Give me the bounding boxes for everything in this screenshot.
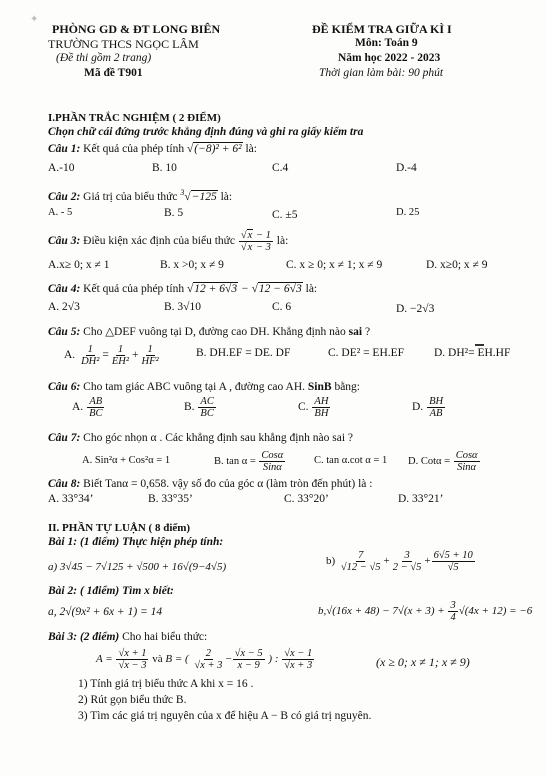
q3-label: Câu 3:	[48, 235, 81, 248]
q5-option-a-prefix: A.	[64, 349, 76, 362]
q2-option-b: B. 5	[164, 207, 184, 219]
q6-option-c: C. $\frac{AH}{BH}$	[298, 396, 329, 419]
b3-item-3: 3) Tìm các giá trị nguyên của x để hiệu A − B có giá trị nguyên.	[78, 710, 372, 722]
q4-option-b: B. 3√10	[164, 301, 201, 313]
q1-option-b: B. 10	[152, 162, 177, 174]
q2-expression: $^3$√−125	[180, 188, 217, 203]
q5-stem	[48, 324, 370, 338]
q4-stem	[48, 283, 317, 295]
q2-option-d: D. 25	[396, 207, 420, 218]
q7-option-b: B. tan α = $\frac{\text{Cosα}}{\text{Sinα}}$	[214, 450, 284, 473]
q3-option-b: B. x >0; x ≠ 9	[160, 259, 224, 271]
q7-text: Cho góc nhọn α . Các khẳng định sau khẳng định nào sai ?	[80, 432, 353, 444]
b2-part-a: a, 2√(9x² + 6x + 1) = 14	[48, 606, 163, 618]
q8-option-a: A. 33°34’	[48, 493, 94, 505]
q8-option-d: D. 33°21’	[398, 493, 444, 505]
q6-option-b: B. $\frac{AC}{BC}$	[184, 396, 214, 419]
q6-tail: bằng:	[331, 381, 360, 393]
q2-text: Giá trị của biểu thức	[80, 190, 178, 203]
q1-stem	[48, 143, 257, 155]
b1-label: Bài 1: (1 điểm) Thực hiện phép tính:	[48, 536, 224, 548]
q3-option-d: D. x≥0; x ≠ 9	[426, 259, 488, 271]
school-year: Năm học 2022 - 2023	[338, 52, 441, 64]
q8-option-c: C. 33°20’	[284, 493, 329, 505]
q6-option-d: D. $\frac{BH}{AB}$	[412, 396, 444, 419]
q7-stem	[48, 432, 353, 444]
q7-label: Câu 7:	[48, 432, 81, 444]
exam-title: ĐỀ KIỂM TRA GIỮA KÌ I	[312, 22, 452, 36]
b2-part-b-text: b,√(16x + 48) − 7√(x + 3) +	[318, 605, 445, 618]
q4-expression: √12 + 6√3 − √12 − 6√3	[186, 283, 302, 295]
q3-option-c: C. x ≥ 0; x ≠ 1; x ≠ 9	[286, 259, 383, 271]
subject: Môn: Toán 9	[355, 37, 418, 49]
q4-option-a: A. 2√3	[48, 301, 80, 313]
q2-tail: là:	[220, 190, 233, 203]
q1-option-a: A.-10	[48, 162, 75, 174]
q4-tail: là:	[305, 283, 318, 295]
corner-mark-icon: ✦	[30, 14, 39, 25]
q2-stem	[48, 188, 232, 203]
q5-text: Cho △DEF vuông tại D, đường cao DH. Khẳng định nào	[80, 326, 349, 338]
b3-text: Cho hai biểu thức:	[119, 631, 208, 643]
q4-text: Kết quả của phép tính	[80, 283, 185, 295]
q8-stem	[48, 478, 372, 490]
q3-stem	[48, 230, 288, 253]
b3-expressions: A = $\frac{√x + 1}{√x - 3}$ và B = ( $\frac{2}{√x + 3}$ − $\frac{√x - 5}{x - 9}$ ) : $\frac{√x - 1}{√x + 3}$	[96, 648, 313, 671]
b2-label: Bài 2: ( 1điểm) Tìm x biết:	[48, 585, 174, 597]
q8-text: Biết Tanα = 0,658. vậy số đo của góc α (làm tròn đến phút) là :	[80, 478, 373, 490]
b1-part-b: b) $\frac{7}{√12 - √5}$ + $\frac{3}{2 - √5}$ + $\frac{6√5 + 10}{√5}$	[326, 550, 473, 573]
q1-option-c: C.4	[272, 162, 289, 174]
q7-option-d-label: D. Cotα =	[408, 455, 451, 467]
q1-label: Câu 1:	[48, 143, 81, 155]
b1-part-a: a) 3√45 − 7√125 + √500 + 16√(9−4√5)	[48, 561, 227, 573]
b3-condition: (x ≥ 0; x ≠ 1; x ≠ 9)	[376, 655, 470, 669]
q7-option-b-label: B. tan α =	[214, 455, 256, 467]
q1-expression: √(−8)² + 6²	[186, 143, 242, 155]
q8-label: Câu 8:	[48, 478, 81, 490]
q6-label: Câu 6:	[48, 381, 81, 393]
b1-part-b-prefix: b)	[326, 555, 336, 568]
q2-option-c: C. ±5	[272, 209, 298, 221]
exam-code: Mã đề T901	[84, 67, 143, 79]
q4-option-c: C. 6	[272, 301, 292, 313]
q5-label: Câu 5:	[48, 326, 81, 338]
q1-tail: là:	[245, 143, 257, 155]
b3-item-1: 1) Tính giá trị biểu thức A khi x = 16 .	[78, 678, 254, 690]
q5-option-c: C. DE² = EH.EF	[328, 347, 405, 359]
q5-option-a: A. $\frac{1}{\text{DH²}}$ = $\frac{1}{\text{EH²}}$ + $\frac{1}{\text{HF²}}$	[64, 344, 159, 367]
q6-option-c-label: C.	[298, 401, 309, 414]
q2-label: Câu 2:	[48, 190, 81, 203]
pages-note: (Đề thi gồm 2 trang)	[56, 52, 152, 64]
q4-option-d: D. −2√3	[396, 303, 435, 315]
q5-bold: sai	[348, 326, 363, 338]
pen-mark	[475, 344, 484, 346]
q1-option-d: D.-4	[396, 162, 417, 174]
b2-part-b: b,√(16x + 48) − 7√(x + 3) + $\frac{3}{4}$ √(4x + 12) = −6	[318, 600, 533, 623]
part1-instruction: Chọn chữ cái đứng trước khẳng định đúng và ghi ra giấy kiểm tra	[48, 126, 364, 138]
q6-option-a-label: A.	[72, 401, 84, 414]
q6-option-a: A. $\frac{AB}{BC}$	[72, 396, 103, 419]
b3-label: Bài 3: (2 điểm)	[48, 631, 120, 643]
dept-name: PHÒNG GD & ĐT LONG BIÊN	[52, 22, 221, 36]
q6-stem	[48, 381, 360, 393]
q6-text: Cho tam giác ABC vuông tại A , đường cao AH.	[80, 381, 308, 393]
school-name: TRƯỜNG THCS NGỌC LÂM	[48, 37, 199, 51]
q3-text: Điều kiện xác định của biểu thức	[80, 235, 236, 248]
q3-option-a: A.x≥ 0; x ≠ 1	[48, 259, 110, 271]
q2-option-a: A. - 5	[48, 207, 73, 218]
q1-text: Kết quả của phép tính	[80, 143, 185, 155]
q7-option-c: C. tan α.cot α = 1	[314, 455, 388, 466]
part1-title: I.PHẦN TRẮC NGHIỆM ( 2 ĐIỂM)	[48, 112, 221, 124]
part2-title: II. PHẦN TỰ LUẬN ( 8 điểm)	[48, 522, 191, 534]
q6-option-d-label: D.	[412, 401, 424, 414]
b3-stem	[48, 631, 207, 643]
duration: Thời gian làm bài: 90 phút	[319, 67, 444, 79]
q6-option-b-label: B.	[184, 401, 195, 414]
q3-tail: là:	[276, 235, 289, 248]
q5-tail: ?	[362, 326, 371, 338]
q8-option-b: B. 33°35’	[148, 493, 193, 505]
q7-option-d: D. Cotα = $\frac{\text{Cosα}}{\text{Sinα}}$	[408, 450, 478, 473]
q5-option-d: D. DH²= EH.HF	[434, 347, 511, 359]
q3-expression: $\frac{√x - 1}{√x - 3}$	[240, 230, 271, 253]
q4-label: Câu 4:	[48, 283, 81, 295]
q6-bold: SinB	[307, 381, 332, 393]
b3-item-2: 2) Rút gọn biểu thức B.	[78, 694, 187, 706]
q7-option-a: A. Sin²α + Cos²α = 1	[82, 455, 171, 466]
q5-option-b: B. DH.EF = DE. DF	[196, 347, 291, 359]
